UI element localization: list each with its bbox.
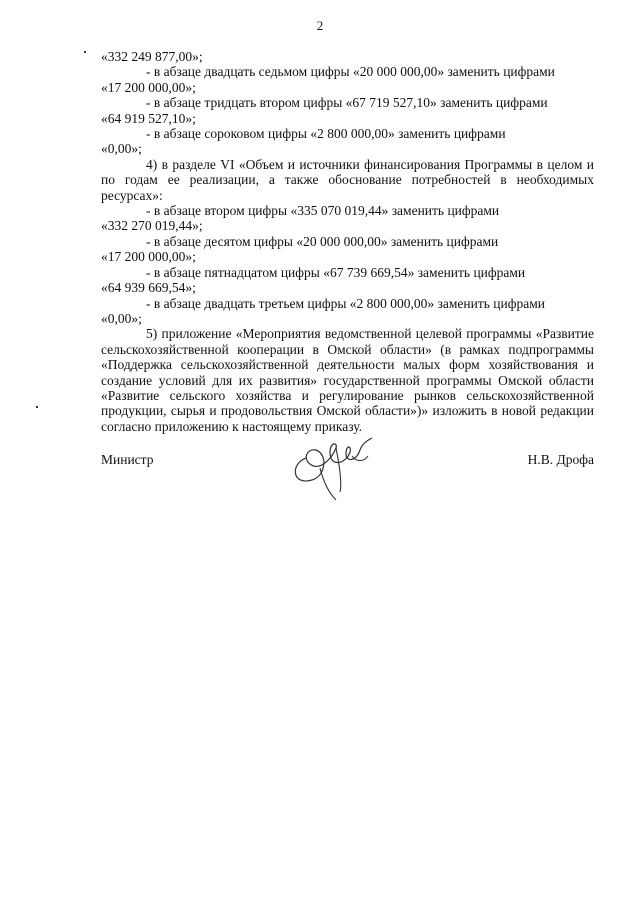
stray-mark [36, 406, 38, 408]
paragraph: «332 270 019,44»; [101, 218, 203, 234]
paragraph: «64 939 669,54»; [101, 280, 196, 296]
paragraph: 4) в разделе VI «Объем и источники финансирования Программы в целом и по годам ее реализации, а также обоснование потребностей в необходимых ресурсах»: [101, 156, 594, 203]
paragraph: - в абзаце пятнадцатом цифры «67 739 669,54» заменить цифрами [146, 264, 526, 280]
paragraph: «64 919 527,10»; [101, 110, 196, 126]
signature-block [101, 438, 594, 508]
signer-name: Н.В. Дрофа [527, 452, 594, 467]
paragraph: - в абзаце десятом цифры «20 000 000,00» заменить цифрами [146, 233, 499, 249]
paragraph: «17 200 000,00»; [101, 249, 196, 265]
handwritten-signature [286, 428, 381, 503]
paragraph: 5) приложение «Мероприятия ведомственной целевой программы «Развитие сельскохозяйственной кооперации в Омской области» (в рамках подпрограммы «Поддержка сельскохозяйственной деятельности малых форм хозяйствования и создание условий для их развития» государственной программы Омской области «Развитие сельского хозяйства и регулирование рынков сельскохозяйственной продукции, сырья и продовольствия Омской области»)» изложить в новой редакции согласно приложению к настоящему приказу. [101, 326, 594, 434]
document-body [101, 49, 594, 434]
paragraph: - в абзаце втором цифры «335 070 019,44» заменить цифрами [146, 203, 500, 219]
paragraph: - в абзаце двадцать седьмом цифры «20 000 000,00» заменить цифрами [146, 64, 555, 80]
paragraph: - в абзаце двадцать третьем цифры «2 800 000,00» заменить цифрами [146, 295, 545, 311]
stray-mark [84, 51, 86, 53]
paragraph: «17 200 000,00»; [101, 79, 196, 95]
paragraph: «332 249 877,00»; [101, 49, 203, 64]
paragraph: - в абзаце тридцать втором цифры «67 719 527,10» заменить цифрами [146, 95, 548, 111]
paragraph: - в абзаце сороковом цифры «2 800 000,00» заменить цифрами [146, 126, 506, 142]
paragraph: «0,00»; [101, 141, 142, 157]
page-number: 2 [316, 18, 324, 33]
paragraph: «0,00»; [101, 310, 142, 326]
signer-title: Министр [101, 452, 154, 467]
